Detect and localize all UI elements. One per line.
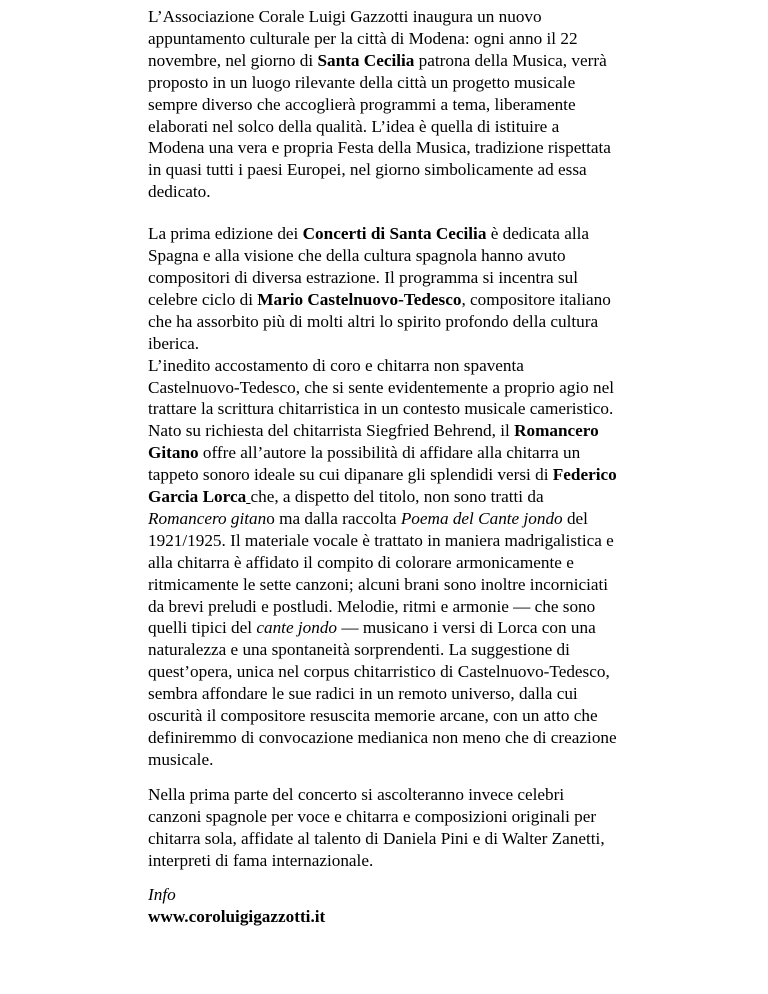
text-run: è dedicata alla Spagna e alla visione che della cultura spagnola hanno avuto compositori di diversa estrazione. Il programma si incentra sul celebre ciclo di xyxy=(148,224,590,309)
edition-paragraph xyxy=(148,223,618,354)
text-run: che, a dispetto del titolo, non sono tratti da xyxy=(250,487,544,507)
text-run: patrona della Musica, verrà proposto in un luogo rilevante della città un progetto musicale sempre diverso che accoglierà programmi a tema, liberamente elaborati nel solco della qualità. L’idea è quella di istituire a Modena una vera e propria Festa della Musica, tradizione rispettata in quasi tutti i paesi Europei, nel giorno simbolicamente ad essa dedicato. xyxy=(148,50,611,202)
romancero-paragraph xyxy=(148,355,618,771)
bold-run: Mario Castelnuovo-Tedesco xyxy=(257,289,462,309)
bold-run: Romancero Gitano xyxy=(148,421,599,463)
text-run: L’Associazione Corale Luigi Gazzotti inaugura un nuovo appuntamento culturale per la città di Modena: ogni anno il 22 novembre, nel giorno di xyxy=(148,7,578,70)
text-run: offre all’autore la possibilità di affidare alla chitarra un tappeto sonoro ideale su cui dipanare gli splendidi versi di xyxy=(148,443,581,485)
paragraph-gap xyxy=(148,871,618,884)
info-block xyxy=(148,884,618,928)
text-run: , compositore italiano che ha assorbito più di molti altri lo spirito profondo della cultura iberica. xyxy=(148,289,611,353)
paragraph-gap xyxy=(148,771,618,784)
info-label: Info xyxy=(148,885,176,905)
bold-run: Santa Cecilia xyxy=(317,50,415,70)
performers-paragraph: Nella prima parte del concerto si ascolteranno invece celebri canzoni spagnole per voce e chitarra e composizioni originali per chitarra sola, affidate al talento di Daniela Pini e di Walter Zanetti, interpreti di fama internazionale. xyxy=(148,784,605,870)
text-run: L’inedito accostamento di coro e chitarra non spaventa Castelnuovo-Tedesco, che si sente evidentemente a proprio agio nel trattare la scrittura chitarristica in un contesto musicale cameristico. Nato su richiesta del chitarrista Siegfried Behrend, il xyxy=(148,355,615,441)
text-column xyxy=(148,6,618,928)
intro-paragraph xyxy=(148,6,618,203)
text-run: o ma dalla raccolta xyxy=(266,508,401,528)
paragraph-gap xyxy=(148,203,618,223)
italic-run: Romancero gitan xyxy=(148,508,267,528)
italic-run: cante jondo xyxy=(256,618,338,638)
bold-run: Concerti di Santa Cecilia xyxy=(302,224,487,244)
italic-run: Poema del Cante jondo xyxy=(400,508,563,528)
text-run: — musicano i versi di Lorca con una naturalezza e una spontaneità sorprendenti. La suggestione di quest’opera, unica nel corpus chitarristico di Castelnuovo-Tedesco, sembra affondare le sue radici in un remoto universo, dalla cui oscurità il compositore resuscita memorie arcane, con un atto che definiremmo di convocazione medianica non meno che di creazione musicale. xyxy=(148,618,617,769)
website-link[interactable]: www.coroluigigazzotti.it xyxy=(148,907,326,927)
text-run: del 1921/1925. Il materiale vocale è trattato in maniera madrigalistica e alla chitarra è affidato il compito di colorare armonicamente e ritmicamente le sette canzoni; alcuni brani sono inoltre incorniciati da brevi preludi e postludi. Melodie, ritmi e armonie — che sono quelli tipici del xyxy=(148,508,614,638)
bold-run: Federico Garcia Lorca xyxy=(148,465,617,507)
text-run: La prima edizione dei xyxy=(148,224,303,244)
